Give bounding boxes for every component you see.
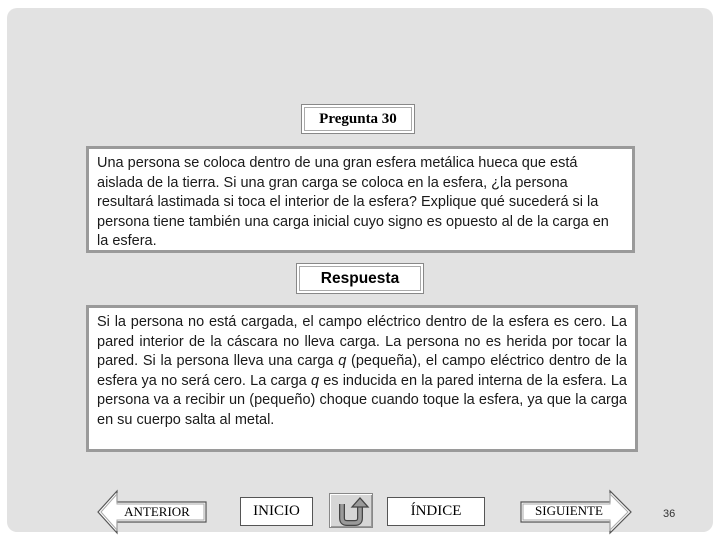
page-number: 36 xyxy=(663,508,676,520)
prev-button[interactable] xyxy=(97,489,207,535)
charge-symbol: q xyxy=(338,353,347,369)
charge-symbol: q xyxy=(310,372,320,389)
next-button[interactable] xyxy=(520,489,632,535)
question-text: Una persona se coloca dentro de una gran esfera metálica hueca que está aislada de la tierra. Si una gran carga se coloca en la esfera, ¿la persona resultará lastimada si toca el interior de la esfera? Explique qué sucederá si la persona tiene también una carga inicial cuyo signo es opuesto al de la carga en la esfera. xyxy=(86,146,635,253)
next-button-label: SIGUIENTE xyxy=(535,503,603,518)
return-button[interactable] xyxy=(329,493,373,528)
home-button[interactable]: INICIO xyxy=(240,497,313,526)
answer-text-part: (pequeña), el campo eléctrico dentro de la esfera ya no será cero. La carga xyxy=(97,353,627,389)
answer-text-part: es inducida en la pared interna de la esfera. La persona va a recibir un (pequeño) choque cuando toque la esfera, ya que la carga en su cuerpo salta al metal. xyxy=(97,372,627,428)
index-button[interactable]: ÍNDICE xyxy=(387,497,485,526)
return-arrow-icon xyxy=(329,493,373,528)
answer-text-part: Si la persona no está cargada, el campo eléctrico dentro de la esfera es cero. La pared interior de la cáscara no lleva carga. La persona no es herida por tocar la pared. Si la persona lleva una carga xyxy=(97,314,627,369)
prev-button-label: ANTERIOR xyxy=(124,504,190,519)
answer-text xyxy=(86,305,638,452)
question-title: Pregunta 30 xyxy=(301,104,415,134)
answer-title: Respuesta xyxy=(296,263,424,294)
